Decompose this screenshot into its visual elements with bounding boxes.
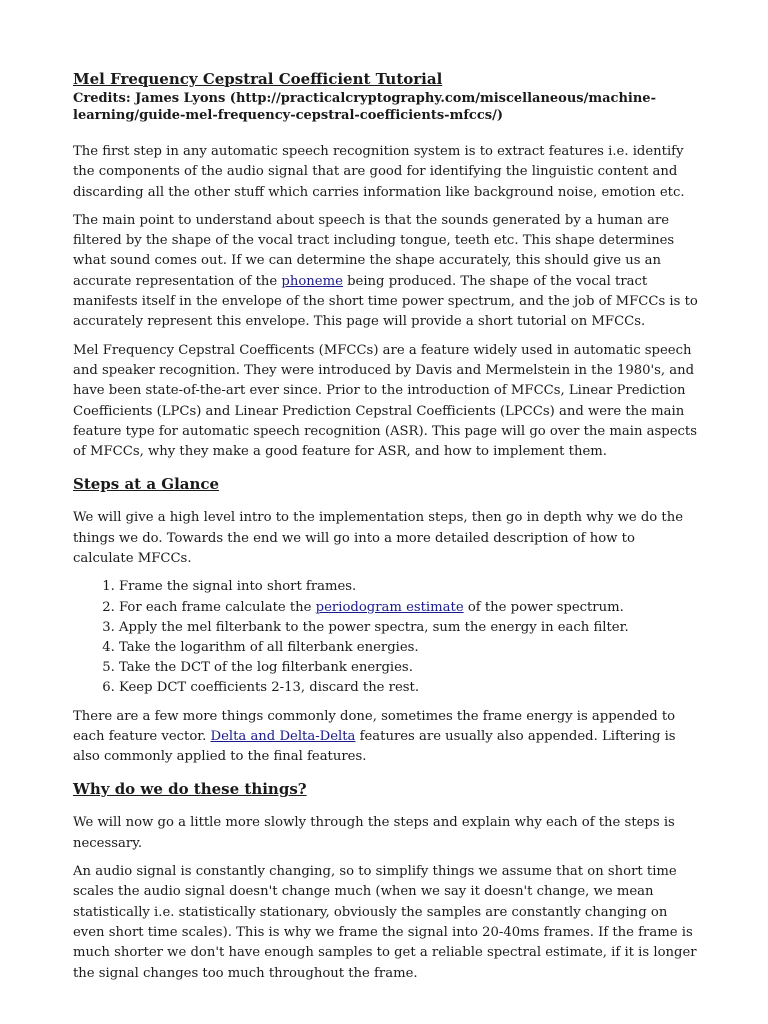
credits-line: Credits: James Lyons (http://practicalcryptography.com/miscellaneous/machine-learning/guide-mel-frequency-cepstral-coefficients-mfccs/) — [73, 91, 656, 123]
periodogram-link[interactable]: periodogram estimate — [315, 599, 464, 615]
list-item: 4. Take the logarithm of all filterbank energies. — [119, 638, 698, 658]
document-content — [73, 69, 698, 992]
page-title: Mel Frequency Cepstral Coefficient Tutorial — [73, 70, 443, 88]
phoneme-link[interactable]: phoneme — [281, 273, 343, 289]
list-item-text: of the power spectrum. — [463, 599, 624, 615]
steps-list — [73, 577, 698, 698]
steps-intro-paragraph: We will give a high level intro to the implementation steps, then go in depth why we do the things we do. Towards the end we will go into a more detailed description of how to calculate MFCCs. — [73, 510, 684, 567]
list-item: 6. Keep DCT coefficients 2-13, discard the rest. — [119, 678, 698, 698]
list-item-text: For each frame calculate the — [119, 599, 316, 615]
extras-paragraph — [73, 707, 698, 768]
steps-heading: Steps at a Glance — [73, 475, 220, 494]
list-item: 3. Apply the mel filterbank to the power spectra, sum the energy in each filter. — [119, 618, 698, 638]
list-item — [119, 598, 698, 618]
why-intro-paragraph: We will now go a little more slowly through the steps and explain why each of the steps is necessary. — [73, 815, 675, 851]
paragraph-text: The main point to understand about speech is that the sounds generated by a human are filtered by the shape of the vocal tract including tongue, teeth etc. This shape determines what sound comes out. If we can determine the shape accurately, this should give us an accurate representation of the — [73, 212, 675, 289]
paragraph-text: features are usually also appended. Liftering is also commonly applied to the final features. — [73, 728, 676, 765]
mfcc-history-paragraph: Mel Frequency Cepstral Coefficents (MFCCs) are a feature widely used in automatic speech and speaker recognition. They were introduced by Davis and Mermelstein in the 1980's, and have been state-of-the-art ever since. Prior to the introduction of MFCCs, Linear Prediction Coefficients (LPCs) and Linear Prediction Cepstral Coefficients (LPCCs) and were the main feature type for automatic speech recognition (ASR). This page will go over the main aspects of MFCCs, why they make a good feature for ASR, and how to implement them. — [73, 342, 697, 460]
delta-link[interactable]: Delta and Delta-Delta — [210, 728, 356, 744]
why-heading: Why do we do these things? — [73, 780, 307, 799]
paragraph-text: There are a few more things commonly done, sometimes the frame energy is appended to each feature vector. — [73, 708, 676, 744]
list-item: 5. Take the DCT of the log filterbank energies. — [119, 658, 698, 678]
speech-shape-paragraph — [73, 211, 698, 333]
paragraph-text: being produced. The shape of the vocal tract manifests itself in the envelope of the short time power spectrum, and the job of MFCCs is to accurately represent this envelope. This page will provide a short tutorial on MFCCs. — [73, 273, 698, 330]
list-item: 1. Frame the signal into short frames. — [119, 577, 698, 597]
framing-paragraph: An audio signal is constantly changing, so to simplify things we assume that on short time scales the audio signal doesn't change much (when we say it doesn't change, we mean statistically i.e. statistically stationary, obviously the samples are constantly changing on even short time scales). This is why we frame the signal into 20-40ms frames. If the frame is much shorter we don't have enough samples to get a reliable spectral estimate, if it is longer the signal changes too much throughout the frame. — [73, 864, 697, 981]
intro-paragraph: The first step in any automatic speech recognition system is to extract features i.e. identify the components of the audio signal that are good for identifying the linguistic content and discarding all the other stuff which carries information like background noise, emotion etc. — [73, 144, 685, 200]
